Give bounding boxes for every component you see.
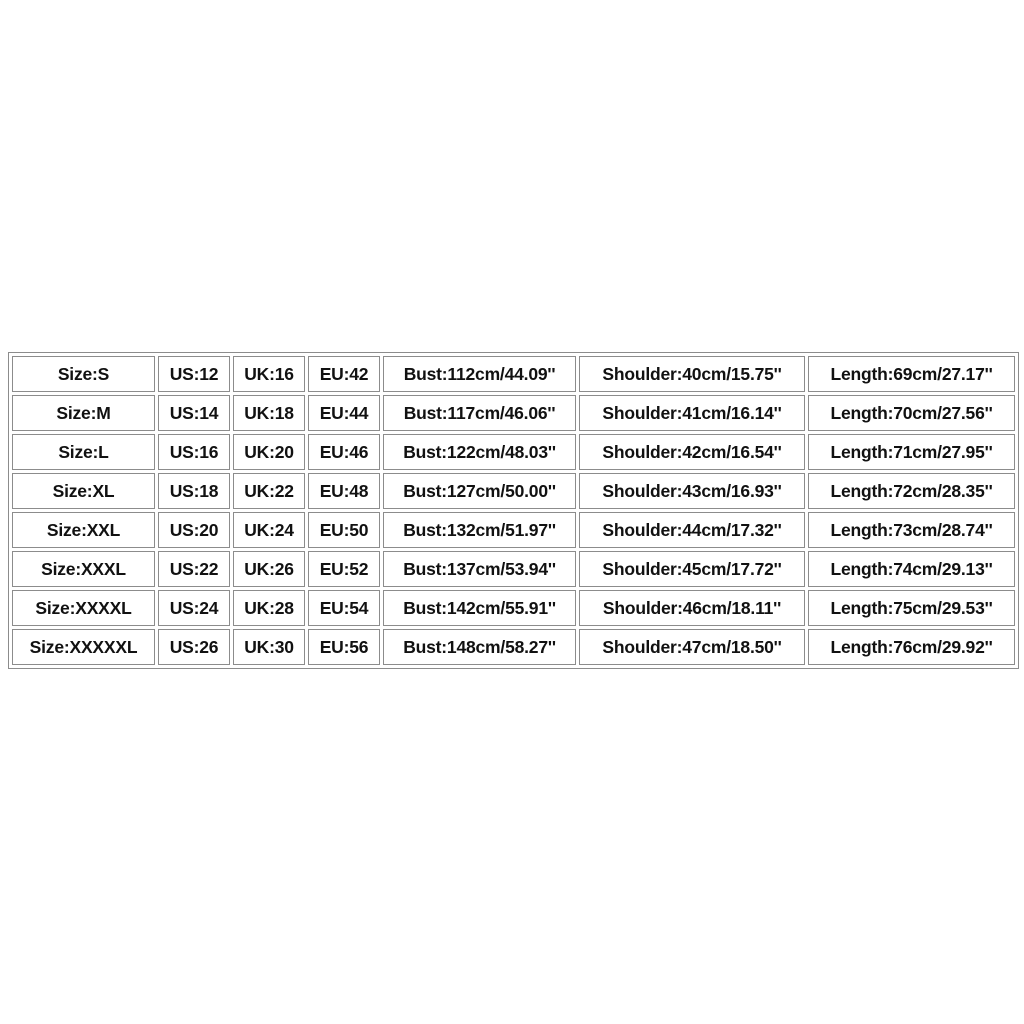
bust-cell: Bust:127cm/50.00'' bbox=[383, 473, 576, 509]
table-row bbox=[12, 551, 1015, 587]
shoulder-cell: Shoulder:47cm/18.50'' bbox=[579, 629, 805, 665]
table-row bbox=[12, 629, 1015, 665]
shoulder-cell: Shoulder:44cm/17.32'' bbox=[579, 512, 805, 548]
bust-cell: Bust:112cm/44.09'' bbox=[383, 356, 576, 392]
eu-size-cell: EU:44 bbox=[308, 395, 380, 431]
us-size-cell: US:16 bbox=[158, 434, 230, 470]
bust-cell: Bust:148cm/58.27'' bbox=[383, 629, 576, 665]
length-cell: Length:70cm/27.56'' bbox=[808, 395, 1015, 431]
us-size-cell: US:18 bbox=[158, 473, 230, 509]
us-size-cell: US:12 bbox=[158, 356, 230, 392]
uk-size-cell: UK:20 bbox=[233, 434, 305, 470]
table-row bbox=[12, 473, 1015, 509]
shoulder-cell: Shoulder:40cm/15.75'' bbox=[579, 356, 805, 392]
table-row bbox=[12, 590, 1015, 626]
shoulder-cell: Shoulder:45cm/17.72'' bbox=[579, 551, 805, 587]
us-size-cell: US:26 bbox=[158, 629, 230, 665]
uk-size-cell: UK:24 bbox=[233, 512, 305, 548]
eu-size-cell: EU:52 bbox=[308, 551, 380, 587]
length-cell: Length:74cm/29.13'' bbox=[808, 551, 1015, 587]
eu-size-cell: EU:42 bbox=[308, 356, 380, 392]
length-cell: Length:73cm/28.74'' bbox=[808, 512, 1015, 548]
bust-cell: Bust:117cm/46.06'' bbox=[383, 395, 576, 431]
table-row bbox=[12, 395, 1015, 431]
uk-size-cell: UK:18 bbox=[233, 395, 305, 431]
size-cell: Size:L bbox=[12, 434, 155, 470]
bust-cell: Bust:142cm/55.91'' bbox=[383, 590, 576, 626]
us-size-cell: US:22 bbox=[158, 551, 230, 587]
shoulder-cell: Shoulder:43cm/16.93'' bbox=[579, 473, 805, 509]
table-row bbox=[12, 434, 1015, 470]
size-cell: Size:S bbox=[12, 356, 155, 392]
uk-size-cell: UK:28 bbox=[233, 590, 305, 626]
length-cell: Length:75cm/29.53'' bbox=[808, 590, 1015, 626]
eu-size-cell: EU:56 bbox=[308, 629, 380, 665]
shoulder-cell: Shoulder:41cm/16.14'' bbox=[579, 395, 805, 431]
length-cell: Length:71cm/27.95'' bbox=[808, 434, 1015, 470]
us-size-cell: US:24 bbox=[158, 590, 230, 626]
bust-cell: Bust:122cm/48.03'' bbox=[383, 434, 576, 470]
size-cell: Size:XXXL bbox=[12, 551, 155, 587]
table-row bbox=[12, 512, 1015, 548]
uk-size-cell: UK:30 bbox=[233, 629, 305, 665]
us-size-cell: US:14 bbox=[158, 395, 230, 431]
uk-size-cell: UK:16 bbox=[233, 356, 305, 392]
size-cell: Size:XXL bbox=[12, 512, 155, 548]
uk-size-cell: UK:26 bbox=[233, 551, 305, 587]
size-cell: Size:XXXXL bbox=[12, 590, 155, 626]
length-cell: Length:69cm/27.17'' bbox=[808, 356, 1015, 392]
table-row bbox=[12, 356, 1015, 392]
eu-size-cell: EU:46 bbox=[308, 434, 380, 470]
size-cell: Size:XL bbox=[12, 473, 155, 509]
size-chart-table bbox=[8, 352, 1019, 669]
length-cell: Length:76cm/29.92'' bbox=[808, 629, 1015, 665]
size-chart-body bbox=[12, 356, 1015, 665]
us-size-cell: US:20 bbox=[158, 512, 230, 548]
length-cell: Length:72cm/28.35'' bbox=[808, 473, 1015, 509]
bust-cell: Bust:137cm/53.94'' bbox=[383, 551, 576, 587]
eu-size-cell: EU:48 bbox=[308, 473, 380, 509]
uk-size-cell: UK:22 bbox=[233, 473, 305, 509]
eu-size-cell: EU:54 bbox=[308, 590, 380, 626]
bust-cell: Bust:132cm/51.97'' bbox=[383, 512, 576, 548]
size-cell: Size:XXXXXL bbox=[12, 629, 155, 665]
eu-size-cell: EU:50 bbox=[308, 512, 380, 548]
shoulder-cell: Shoulder:42cm/16.54'' bbox=[579, 434, 805, 470]
shoulder-cell: Shoulder:46cm/18.11'' bbox=[579, 590, 805, 626]
size-cell: Size:M bbox=[12, 395, 155, 431]
